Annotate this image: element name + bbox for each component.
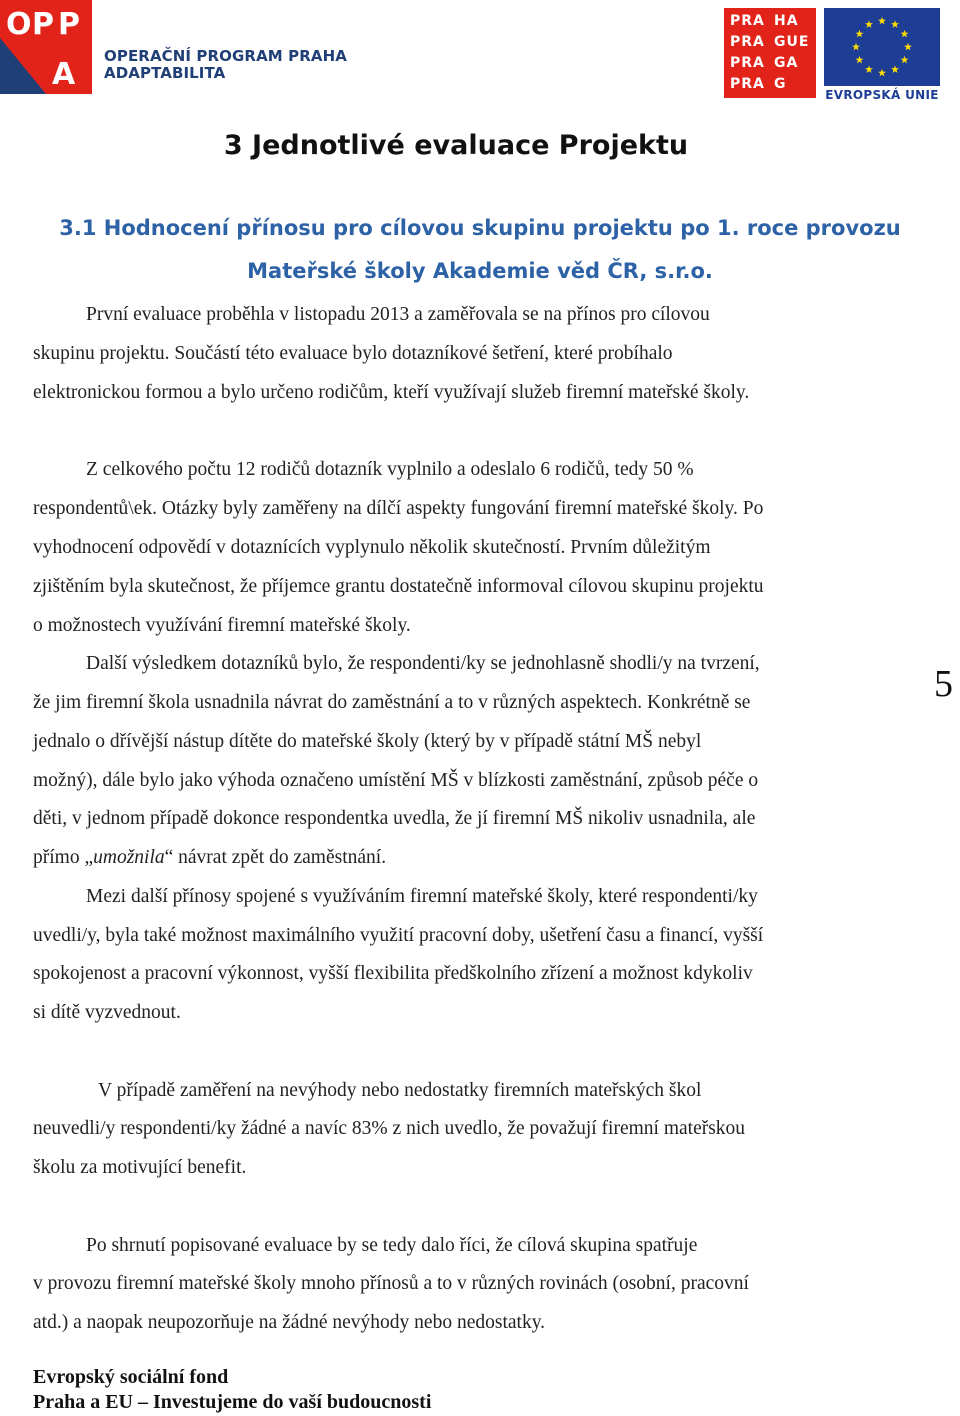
section-title-line2: Mateřské školy Akademie věd ČR, s.r.o. bbox=[247, 259, 713, 283]
eu-star-icon bbox=[855, 56, 863, 64]
body-line: skupinu projektu. Součástí této evaluace bylo dotazníkové šetření, které probíhalo bbox=[33, 343, 673, 364]
body-line: V případě zaměření na nevýhody nebo nedostatky firemních mateřských škol bbox=[98, 1080, 702, 1101]
praha-cell: HA bbox=[774, 13, 799, 29]
praha-logo bbox=[724, 8, 816, 98]
praha-cell: GA bbox=[774, 55, 799, 71]
eu-star-icon bbox=[904, 43, 912, 51]
eu-star-icon bbox=[878, 17, 886, 25]
eu-stars-icon bbox=[824, 8, 940, 86]
body-line: Mezi další přínosy spojené s využíváním firemní mateřské školy, které respondenti/ky bbox=[86, 886, 758, 907]
eu-flag bbox=[824, 8, 940, 86]
oppa-line2: ADAPTABILITA bbox=[104, 64, 226, 82]
eu-star-icon bbox=[865, 65, 873, 73]
body-line: děti, v jednom případě dokonce respondentka uvedla, že jí firemní MŠ nikoliv usnadnila, ale bbox=[33, 808, 756, 829]
eu-star-icon bbox=[891, 65, 899, 73]
italic-before: přímo „ bbox=[33, 847, 94, 868]
eu-star-icon bbox=[901, 56, 909, 64]
praha-cell: PRA bbox=[730, 13, 765, 29]
eu-star-icon bbox=[891, 20, 899, 28]
italic-word: umožnila bbox=[93, 847, 165, 868]
section-title-line1: 3.1 Hodnocení přínosu pro cílovou skupinu projektu po 1. roce provozu bbox=[59, 216, 901, 240]
body-line: v provozu firemní mateřské školy mnoho přínosů a to v různých rovinách (osobní, pracovní bbox=[33, 1273, 749, 1294]
oppa-program-name bbox=[104, 48, 347, 82]
praha-cell: PRA bbox=[730, 34, 765, 50]
body-line: elektronickou formou a bylo určeno rodičům, kteří využívají služeb firemní mateřské školy. bbox=[33, 382, 750, 403]
body-line: si dítě vyzvednout. bbox=[33, 1002, 181, 1023]
eu-label: EVROPSKÁ UNIE bbox=[825, 88, 939, 102]
eu-star-icon bbox=[878, 69, 886, 77]
page-number: 5 bbox=[934, 663, 953, 705]
oppa-line1: OPERAČNÍ PROGRAM PRAHA bbox=[104, 47, 347, 65]
body-line: Další výsledkem dotazníků bylo, že respondenti/ky se jednohlasně shodli/y na tvrzení, bbox=[86, 653, 760, 674]
body-line: respondentů\ek. Otázky byly zaměřeny na dílčí aspekty fungování firemní mateřské školy. Po bbox=[33, 498, 764, 519]
body-line-italic bbox=[33, 846, 386, 870]
body-line: spokojenost a pracovní výkonnost, vyšší flexibilita předškolního zřízení a možnost kdykoliv bbox=[33, 963, 753, 984]
body-line: vyhodnocení odpovědí v dotaznících vyplynulo několik skutečností. Prvním důležitým bbox=[33, 537, 711, 558]
praha-cell: PRA bbox=[730, 55, 765, 71]
body-line: První evaluace proběhla v listopadu 2013 a zaměřovala se na přínos pro cílovou bbox=[86, 304, 710, 325]
footer-line2: Praha a EU – Investujeme do vaší budoucnosti bbox=[33, 1391, 432, 1413]
body-line: školu za motivující benefit. bbox=[33, 1157, 247, 1178]
praha-cell: PRA bbox=[730, 76, 765, 92]
oppa-letter-p1: P bbox=[32, 7, 54, 42]
eu-star-icon bbox=[865, 20, 873, 28]
oppa-letter-o: O bbox=[6, 7, 32, 42]
oppa-logo bbox=[0, 0, 92, 94]
praha-cell: GUE bbox=[774, 34, 810, 50]
body-line: možný), dále bylo jako výhoda označeno umístění MŠ v blízkosti zaměstnání, způsob péče o bbox=[33, 770, 759, 791]
body-line: atd.) a naopak neupozorňuje na žádné nevýhody nebo nedostatky. bbox=[33, 1312, 546, 1333]
body-line: o možnostech využívání firemní mateřské školy. bbox=[33, 615, 411, 636]
eu-star-icon bbox=[852, 43, 860, 51]
body-line: neuvedli/y respondenti/ky žádné a navíc 83% z nich uvedlo, že považují firemní mateřskou bbox=[33, 1118, 746, 1139]
body-line: uvedli/y, byla také možnost maximálního využití pracovní doby, ušetření času a financí, vyšší bbox=[33, 925, 764, 946]
italic-after: “ návrat zpět do zaměstnání. bbox=[164, 847, 387, 868]
body-line: Po shrnutí popisované evaluace by se tedy dalo říci, že cílová skupina spatřuje bbox=[86, 1235, 698, 1256]
body-line: Z celkového počtu 12 rodičů dotazník vyplnilo a odeslalo 6 rodičů, tedy 50 % bbox=[86, 459, 694, 480]
oppa-letter-a: A bbox=[52, 57, 76, 92]
oppa-logo-graphic bbox=[0, 0, 92, 94]
eu-star-icon bbox=[855, 30, 863, 38]
eu-star-icon bbox=[901, 30, 909, 38]
body-line: zjištěním byla skutečnost, že příjemce grantu dostatečně informoval cílovou skupinu projektu bbox=[33, 576, 764, 597]
body-line: že jim firemní škola usnadnila návrat do zaměstnání a to v různých aspektech. Konkrétně se bbox=[33, 692, 751, 713]
praha-cell: G bbox=[774, 76, 787, 92]
footer-line1: Evropský sociální fond bbox=[33, 1366, 229, 1388]
chapter-title: 3 Jednotlivé evaluace Projektu bbox=[223, 130, 689, 161]
oppa-letter-p2: P bbox=[58, 7, 80, 42]
body-line: jednalo o dřívější nástup dítěte do mateřské školy (který by v případě státní MŠ nebyl bbox=[33, 731, 702, 752]
